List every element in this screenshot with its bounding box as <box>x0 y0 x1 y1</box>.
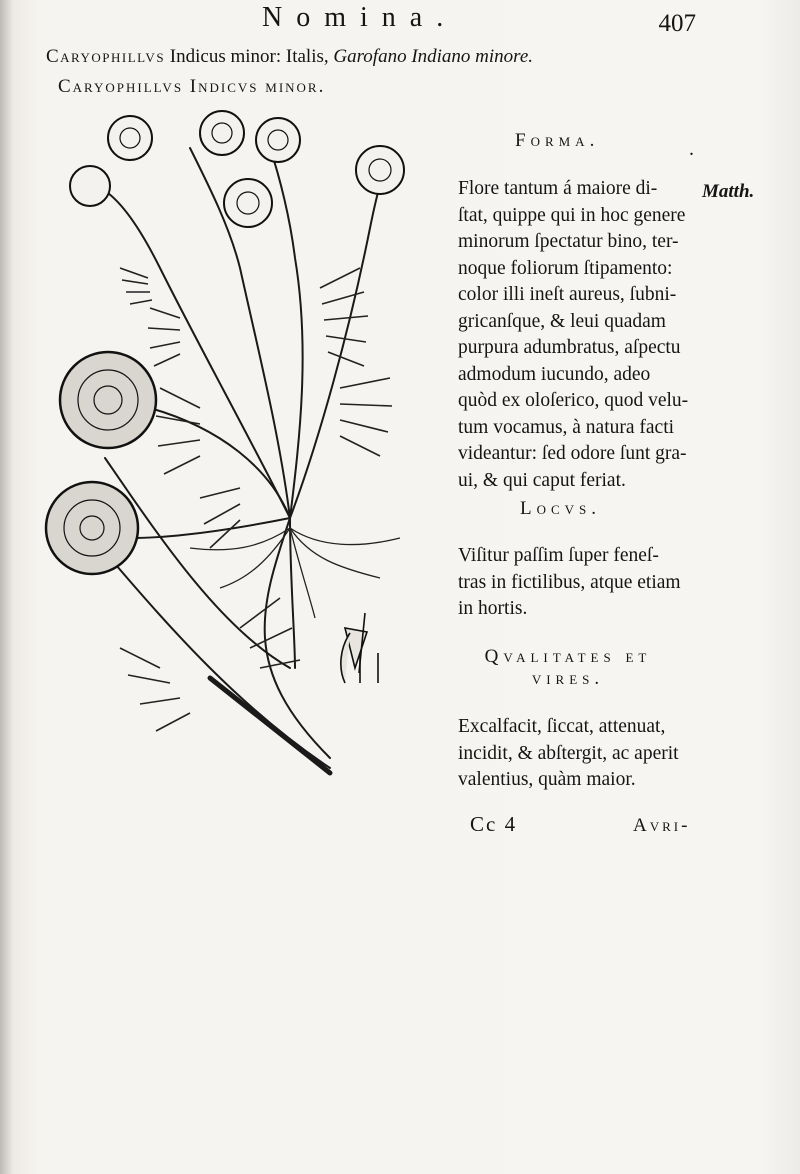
plant-name-line-1 <box>46 46 533 68</box>
forma-line: ui, & qui caput feriat. <box>458 469 626 491</box>
forma-line: admodum iucundo, adeo <box>458 363 651 385</box>
margin-note-matthiolus: Matth. <box>702 181 755 202</box>
locus-paragraph <box>458 543 718 623</box>
margin-dot: . <box>689 138 694 160</box>
plant-name-line-2: Caryophillvs Indicvs minor. <box>58 76 326 97</box>
running-head: Nomina. <box>262 2 458 33</box>
qualitates-line: valentius, quàm maior. <box>458 769 636 790</box>
italian-name: Garofano Indiano minore. <box>333 46 534 67</box>
qualitates-line: Excalfacit, ſiccat, attenuat, <box>458 716 666 737</box>
qualitates-line: incidit, & abſtergit, ac aperit <box>458 742 679 764</box>
locus-line: Viſitur paſſim ſuper feneſ- <box>458 545 659 566</box>
forma-line: noque foliorum ſtipamento: <box>458 257 673 279</box>
page-number: 407 <box>658 10 696 37</box>
qualitates-paragraph <box>458 714 718 794</box>
marigold-woodcut-illustration <box>40 108 430 788</box>
heading-qualitates-line-2: vires. <box>531 668 605 689</box>
locus-line: in hortis. <box>458 598 528 619</box>
signature-mark: Cc 4 <box>470 812 518 836</box>
heading-qualitates <box>458 646 678 690</box>
forma-line: tum vocamus, à natura facti <box>458 416 675 438</box>
forma-line: gricanſque, & leui quadam <box>458 310 666 332</box>
forma-line: Flore tantum á maiore di- <box>458 178 658 199</box>
locus-line: tras in fictilibus, atque etiam <box>458 571 681 593</box>
forma-line: color illi ineſt aureus, ſubni- <box>458 284 677 305</box>
forma-line: quòd ex oloſerico, quod velu- <box>458 390 689 411</box>
catchword: Avri- <box>633 815 691 836</box>
heading-locus: Locvs. <box>520 498 602 519</box>
latin-name: Caryophillvs <box>46 46 166 67</box>
heading-forma: Forma. <box>515 130 600 151</box>
heading-qualitates-line-1: Qvalitates et <box>484 646 652 667</box>
forma-line: ſtat, quippe qui in hoc genere <box>458 204 686 226</box>
gutter-shadow <box>0 0 14 1174</box>
forma-line: minorum ſpectatur bino, ter- <box>458 231 679 252</box>
forma-line: purpura adumbratus, aſpectu <box>458 337 681 358</box>
forma-line: videantur: ſed odore ſunt gra- <box>458 443 687 464</box>
latin-name-suffix: Indicus minor: Italis, <box>165 46 334 67</box>
forma-paragraph <box>458 176 718 494</box>
